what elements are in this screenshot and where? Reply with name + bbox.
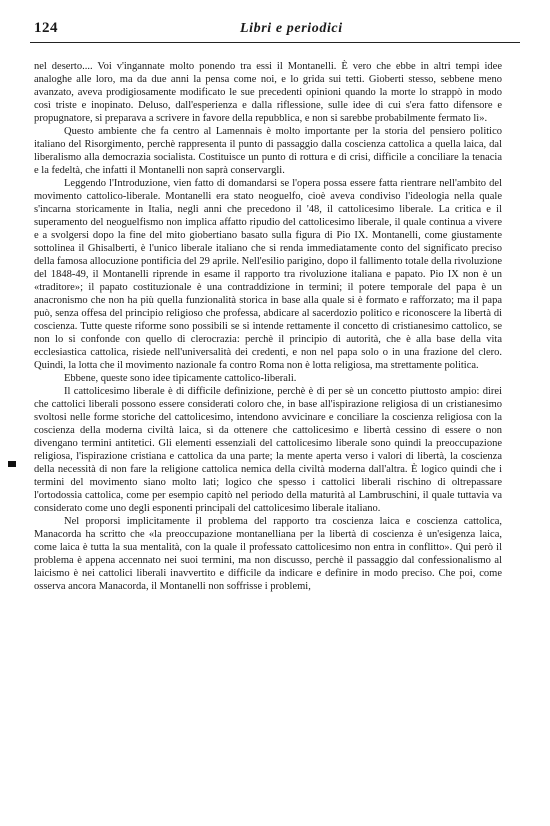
body-text	[34, 60, 502, 593]
paragraph: Ebbene, queste sono idee tipicamente cattolico-liberali.	[64, 373, 297, 384]
paragraph: Questo ambiente che fa centro al Lamennais è molto importante per la storia del pensiero politico italiano del Risorgimento, perchè rappresenta il punto di passaggio dalla coscienza cattolica a quella laica, dal liberalismo alla democrazia socialista. Costituisce un punto di rottura e di crisi, difficile a conciliare la tenacia e la fedeltà, che infatti il Montanelli non saprà conservargli.	[34, 126, 502, 176]
page-header	[30, 20, 520, 43]
page-number: 124	[34, 20, 58, 36]
running-title: Libri e periodici	[240, 21, 343, 36]
margin-mark	[8, 461, 16, 467]
paragraph: Leggendo l'Introduzione, vien fatto di domandarsi se l'opera possa essere fatta rientrare nell'ambito del movimento cattolico-liberale. Montanelli era stato neoguelfo, cioè aveva condiviso l'ideologia nella quale s'incarna storicamente in Italia, negli anni che precedono il '48, il cattolicesimo liberale. La critica e il superamento del neoguelfismo non implica affatto ripudio del cattolicesimo liberale, il quale continua a vivere e a svolgersi dopo la fine del mito giobertiano basato sulla figura di Pio IX. Montanelli, come giustamente sottolinea il Ghisalberti, è l'unico liberale italiano che si renda immediatamente conto del significato preciso della famosa allocuzione pontificia del 29 aprile. Nell'esilio parigino, dopo il fallimento totale della rivoluzione del 1848-49, il Montanelli riprende in esame il rapporto tra rivoluzione italiana e papato. Pio IX non è un «traditore»; il papato costituzionale è una contraddizione in termini; il potere temporale del papa è un anacronismo che non ha più quella funzionalità storica in base alla quale si è formato e rafforzato; ma il papa può, senza offesa del principio religioso che professa, abdicare al sacerdozio politico e riconoscere la libertà di coscienza. Tutte queste riforme sono possibili se si intende rettamente il concetto di cristianesimo cattolico, se non lo si confonde con quello di clerocrazia: perchè il principio di autorità, che è alla base della vita ecclesiastica cattolica, risiede nell'universalità dei credenti, e non nel papa solo o in una frazione del clero. Quindi, la lotta che il movimento nazionale fa contro Roma non è lotta religiosa, ma strettamente politica.	[34, 178, 502, 371]
paragraph: Nel proporsi implicitamente il problema del rapporto tra coscienza laica e coscienza cattolica, Manacorda ha scritto che «la preoccupazione montanelliana per la libertà di coscienza è un'esigenza laica, come laica è tutta la sua mentalità, con la quale il professato cattolicesimo non entra in conflitto». Qui però il problema è appena accennato nei suoi termini, ma non discusso, perchè il passaggio dal confessionalismo al laicismo è nei cattolici liberali inavvertito e difficile da indicare e definire in modo preciso. Che poi, come osserva ancora Manacorda, il Montanelli non soffrisse i problemi,	[34, 516, 502, 592]
paragraph: nel deserto.... Voi v'ingannate molto ponendo tra essi il Montanelli. È vero che ebbe in altri tempi idee analoghe alle loro, ma da due anni la pensa come noi, e lo grida sui tetti. Gioberti stesso, sebbene meno avanzato, aveva prodigiosamente modificato le sue precedenti opinioni quando la morte lo strappò in modo così triste e inopinato. Deluso, dall'esperienza e dalla riflessione, sulle idee di cui s'era fatto difensore e propugnatore, si preparava a scrivere in favore della repubblica, e non si sarebbe probabilmente fermato lì».	[34, 61, 502, 124]
paragraph: Il cattolicesimo liberale è di difficile definizione, perchè è di per sè un concetto piuttosto ampio: direi che cattolici liberali possono essere considerati coloro che, in base all'ispirazione religiosa di un cristianesimo svoltosi nelle forme storiche del cattolicesimo, intendono avvicinare e conciliare la coscienza religiosa con la coscienza della moderna civiltà laica, sì da ottenere che cattolicesimo e libertà cessino di essere o non divengano termini antitetici. Gli elementi essenziali del cattolicesimo liberale sono quindi la preoccupazione religiosa, l'ispirazione cristiana e cattolica da una parte; la mente aperta verso i valori di libertà, la coscienza della necessità di non fare la religione cattolica nemica della civiltà moderna dall'altra. È logico quindi che i termini del movimento siano molto lati; logico che spesso i cattolici liberali rischino di oltrepassare l'ortodossia cattolica, come per esempio capitò nel periodo della maturità al Lambruschini, il quale tuttavia va considerato come uno degli esponenti principali del cattolicesimo liberale italiano.	[34, 386, 502, 514]
